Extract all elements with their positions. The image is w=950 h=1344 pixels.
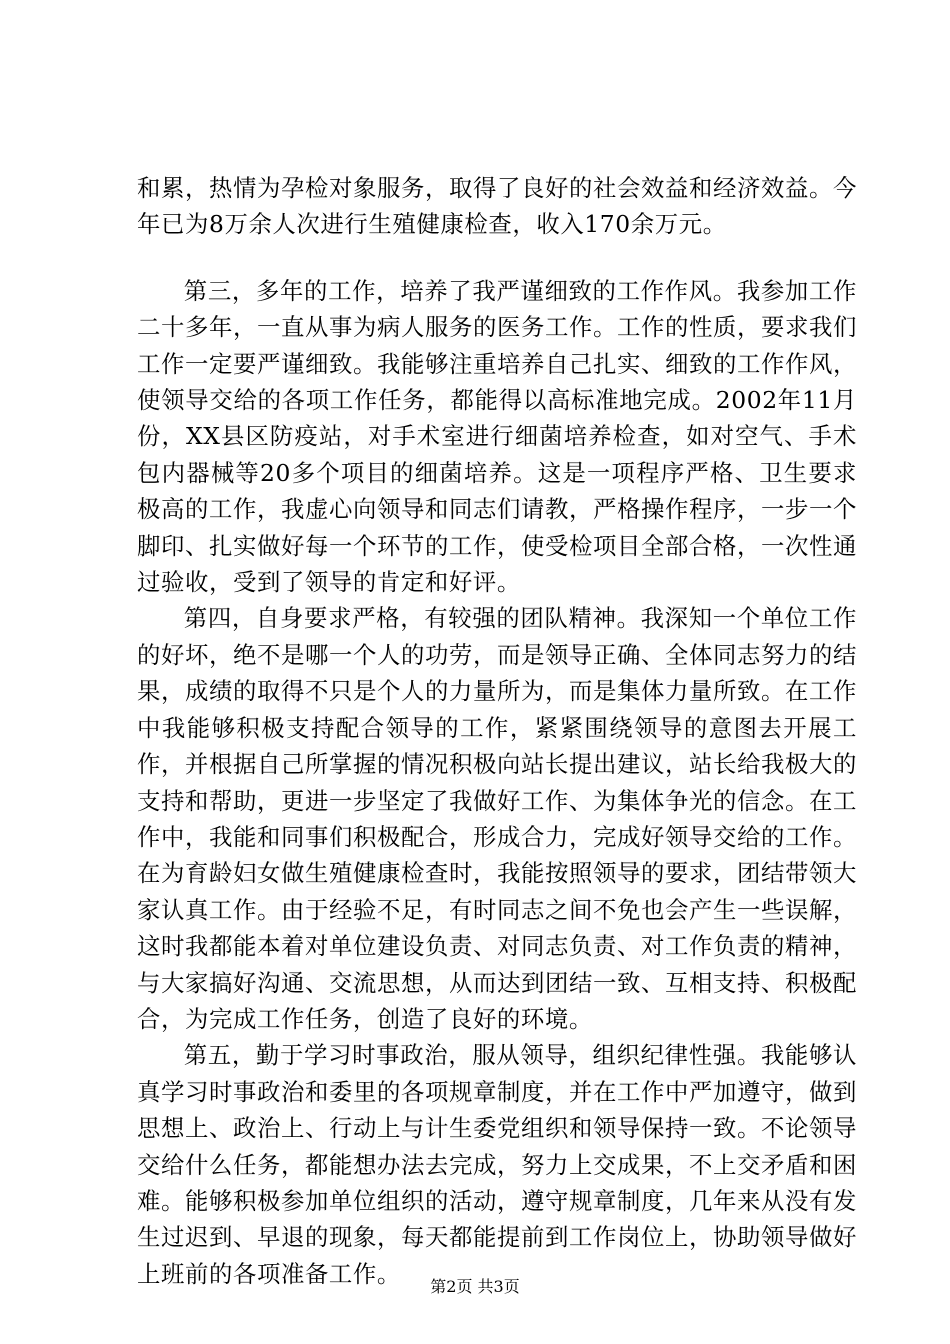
- page-number-label: 第2页 共3页: [430, 1277, 520, 1296]
- paragraph-continuation: 和累，热情为孕检对象服务，取得了良好的社会效益和经济效益。今年已为8万余人次进行生殖健康检查，收入170余万元。: [137, 174, 857, 239]
- document-body: [137, 170, 857, 1292]
- paragraph-third-point: 第三，多年的工作，培养了我严谨细致的工作作风。我参加工作二十多年，一直从事为病人服务的医务工作。工作的性质，要求我们工作一定要严谨细致。我能够注重培养自己扎实、细致的工作作风，使领导交给的各项工作任务，都能得以高标准地完成。2002年11月份，XX县区防疫站，对手术室进行细菌培养检查，如对空气、手术包内器械等20多个项目的细菌培养。这是一项程序严格、卫生要求极高的工作，我虚心向领导和同志们请教，严格操作程序，一步一个脚印、扎实做好每一个环节的工作，使受检项目全部合格，一次性通过验收，受到了领导的肯定和好评。: [137, 276, 857, 597]
- paragraph-gap: [137, 243, 857, 273]
- paragraph-fifth-point: 第五，勤于学习时事政治，服从领导，组织纪律性强。我能够认真学习时事政治和委里的各项规章制度，并在工作中严加遵守，做到思想上、政治上、行动上与计生委党组织和领导保持一致。不论领导交给什么任务，都能想办法去完成，努力上交成果，不上交矛盾和困难。能够积极参加单位组织的活动，遵守规章制度，几年来从没有发生过迟到、早退的现象，每天都能提前到工作岗位上，协助领导做好上班前的各项准备工作。: [137, 1041, 857, 1288]
- page-footer: [0, 1276, 950, 1298]
- paragraph-fourth-point: 第四，自身要求严格，有较强的团队精神。我深知一个单位工作的好坏，绝不是哪一个人的功劳，而是领导正确、全体同志努力的结果，成绩的取得不只是个人的力量所为，而是集体力量所致。在工作中我能够积极支持配合领导的工作，紧紧围绕领导的意图去开展工作，并根据自己所掌握的情况积极向站长提出建议，站长给我极大的支持和帮助，更进一步坚定了我做好工作、为集体争光的信念。在工作中，我能和同事们积极配合，形成合力，完成好领导交给的工作。在为育龄妇女做生殖健康检查时，我能按照领导的要求，团结带领大家认真工作。由于经验不足，有时同志之间不免也会产生一些误解，这时我都能本着对单位建设负责、对同志负责、对工作负责的精神，与大家搞好沟通、交流思想，从而达到团结一致、互相支持、积极配合，为完成工作任务，创造了良好的环境。: [137, 604, 857, 1033]
